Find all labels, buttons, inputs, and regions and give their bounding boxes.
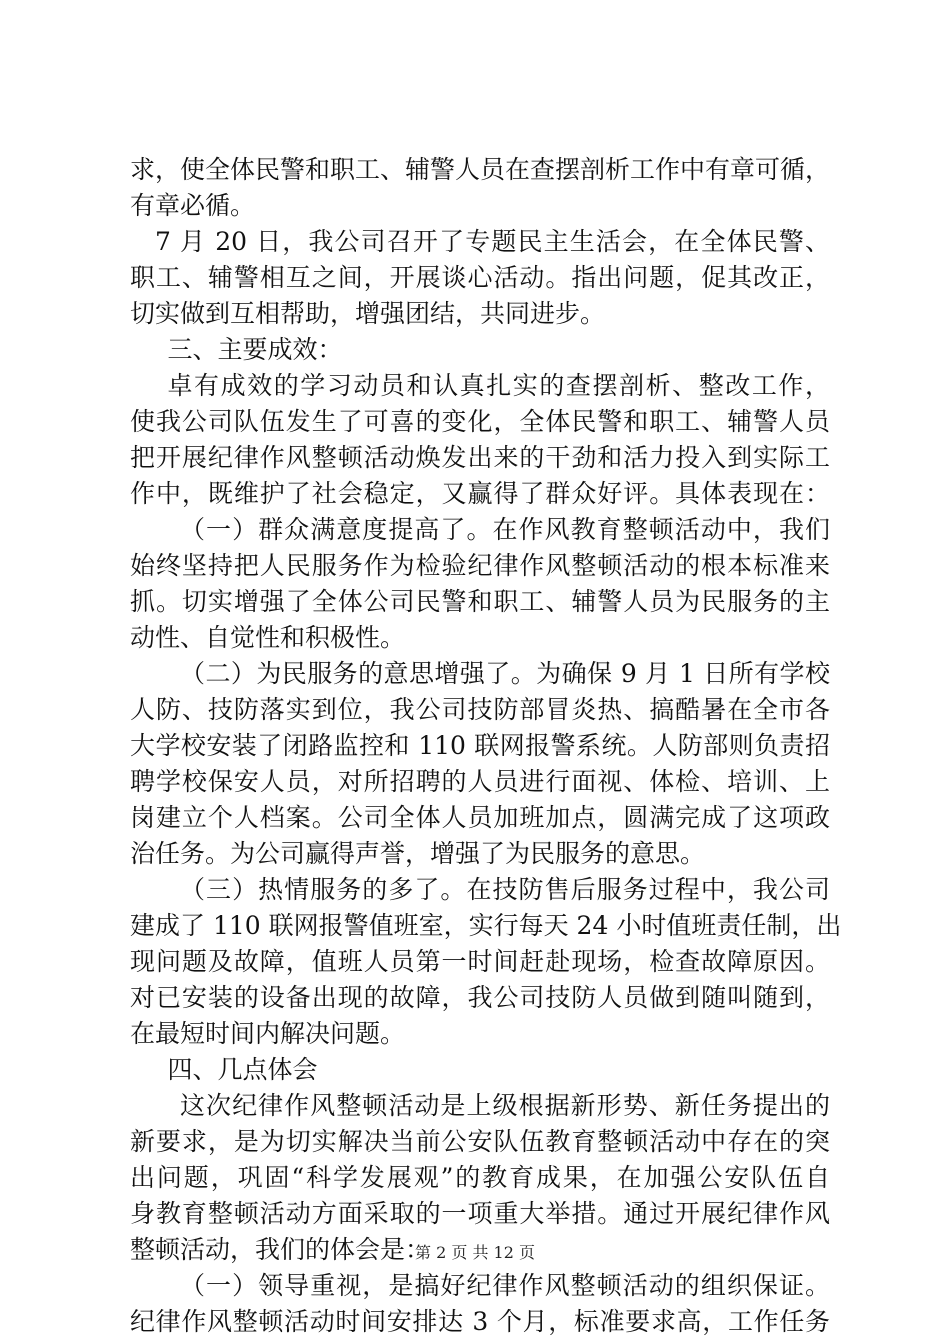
text-line: 对已安装的设备出现的故障，我公司技防人员做到随叫随到， [130, 983, 830, 1012]
page-footer: 第 2 页 共 12 页 [415, 1243, 535, 1262]
text-line: 使我公司队伍发生了可喜的变化，全体民警和职工、辅警人员 [130, 407, 830, 436]
text-line: 现问题及故障，值班人员第一时间赶赴现场，检查故障原因。 [130, 947, 830, 976]
text-line: 纪律作风整顿活动时间安排达 3 个月，标准要求高，工作任务 [130, 1307, 830, 1336]
text-line: 7 月 20 日，我公司召开了专题民主生活会，在全体民警、 [155, 227, 830, 256]
text-line: 治任务。为公司赢得声誉，增强了为民服务的意思。 [130, 839, 706, 868]
text-line: 聘学校保安人员，对所招聘的人员进行面视、体检、培训、上 [130, 767, 830, 796]
text-line: （三）热情服务的多了。在技防售后服务过程中，我公司 [180, 875, 830, 904]
text-line: 卓有成效的学习动员和认真扎实的查摆剖析、整改工作， [167, 371, 830, 400]
document-body [130, 152, 842, 1340]
text-line: （一）领导重视，是搞好纪律作风整顿活动的组织保证。 [180, 1271, 830, 1300]
text-line: 身教育整顿活动方面采取的一项重大举措。通过开展纪律作风 [130, 1199, 830, 1228]
text-line: 把开展纪律作风整顿活动焕发出来的干劲和活力投入到实际工 [130, 443, 830, 472]
text-line: 职工、辅警相互之间，开展谈心活动。指出问题，促其改正， [130, 263, 830, 292]
text-line: 抓。切实增强了全体公司民警和职工、辅警人员为民服务的主 [130, 587, 830, 616]
text-line: 有章必循。 [130, 191, 256, 220]
text-line: 整顿活动，我们的体会是： [130, 1235, 431, 1264]
text-line: 始终坚持把人民服务作为检验纪律作风整顿活动的根本标准来 [130, 551, 830, 580]
text-line: 动性、自觉性和积极性。 [130, 623, 406, 652]
text-line: 岗建立个人档案。公司全体人员加班加点，圆满完成了这项政 [130, 803, 830, 832]
text-line: 四、几点体会 [167, 1055, 318, 1084]
text-line: 在最短时间内解决问题。 [130, 1019, 406, 1048]
text-line: 大学校安装了闭路监控和 110 联网报警系统。人防部则负责招 [130, 731, 830, 760]
text-line: 出问题，巩固“科学发展观”的教育成果，在加强公安队伍自 [130, 1163, 830, 1192]
text-line: 作中，既维护了社会稳定，又赢得了群众好评。具体表现在： [130, 479, 830, 508]
text-line: 新要求，是为切实解决当前公安队伍教育整顿活动中存在的突 [130, 1127, 830, 1156]
text-line: 三、主要成效： [167, 335, 343, 364]
text-line: 人防、技防落实到位，我公司技防部冒炎热、搞酷暑在全市各 [130, 695, 830, 724]
text-line: 切实做到互相帮助，增强团结，共同进步。 [130, 299, 606, 328]
text-line: 建成了 110 联网报警值班室，实行每天 24 小时值班责任制，出 [130, 911, 842, 940]
text-line: （二）为民服务的意思增强了。为确保 9 月 1 日所有学校 [180, 659, 830, 688]
text-line: 这次纪律作风整顿活动是上级根据新形势、新任务提出的 [180, 1091, 830, 1120]
text-line: 求，使全体民警和职工、辅警人员在查摆剖析工作中有章可循， [130, 155, 831, 184]
text-line: （一）群众满意度提高了。在作风教育整顿活动中，我们 [180, 515, 830, 544]
